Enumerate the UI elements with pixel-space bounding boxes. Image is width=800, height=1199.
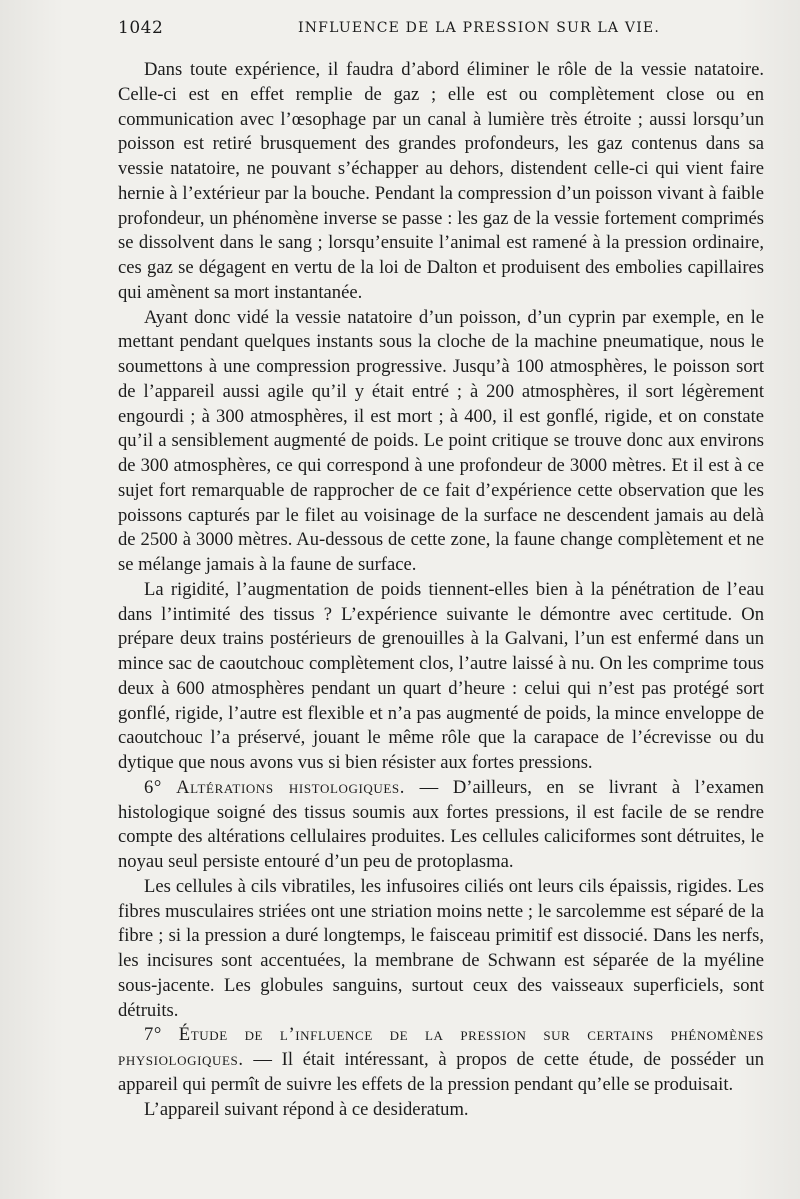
section-7-paragraph: [118, 1023, 764, 1097]
page-header: [118, 18, 760, 48]
paragraph-appareil: L’appareil suivant répond à ce desideratum.: [144, 1098, 469, 1120]
paragraph-vessie-natatoire: Dans toute expérience, il faudra d’abord éliminer le rôle de la vessie natatoire. Celle-ci est en effet remplie de gaz ; elle est ou complètement close ou en communication avec l’œsophage par un canal à lumière très étroite ; aussi lorsqu’un poisson est retiré brusquement des grandes profondeurs, les gaz contenus dans sa vessie natatoire, ne pouvant s’échapper au dehors, distendent celle-ci qui vient faire hernie à l’extérieur par la bouche. Pendant la compression d’un poisson vivant à faible profondeur, un phénomène inverse se passe : les gaz de la vessie fortement comprimés se dissolvent dans le sang ; lorsqu’ensuite l’animal est ramené à la pression ordinaire, ces gaz se dégagent en vertu de la loi de Dalton et produisent des embolies capillaires qui amènent sa mort instantanée.: [118, 59, 764, 303]
section-6-paragraph: [118, 776, 764, 875]
section-6-title: 6° Altérations histologiques.: [144, 776, 405, 798]
paragraph-rigidite: La rigidité, l’augmentation de poids tiennent-elles bien à la pénétration de l’eau dans l’intimité des tissus ? L’expérience suivante le démontre avec certitude. On prépare deux trains postérieurs de grenouilles à la Galvani, l’un est enfermé dans un mince sac de caoutchouc complètement clos, l’autre laissé à nu. On les comprime tous deux à 600 atmosphères pendant un quart d’heure : celui qui n’est pas protégé sort gonflé, rigide, l’autre est flexible et n’a pas augmenté de poids, la mince enveloppe de caoutchouc l’a préservé, jouant le même rôle que la carapace de l’écrevisse ou du dytique que nous avons vus si bien résister aux fortes pressions.: [118, 578, 764, 773]
paragraph-cellules: Les cellules à cils vibratiles, les infusoires ciliés ont leurs cils épaissis, rigides. Les fibres musculaires striées ont une striation moins nette ; le sarcolemme est séparé de la fibre ; si la pression a duré longtemps, le faisceau primitif est dissocié. Dans les nerfs, les incisures sont accentuées, la membrane de Schwann est séparée de la myéline sous-jacente. Les globules sanguins, surtout ceux des vaisseaux superficiels, sont détruits.: [118, 875, 764, 1021]
page-number: 1042: [118, 18, 164, 38]
section-6-text: — D’ailleurs, en se livrant à l’examen histologique soigné des tissus soumis aux fortes pressions, il est facile de se rendre compte des altérations cellulaires produites. Les cellules caliciformes sont détruites, le noyau seul persiste entouré d’un peu de protoplasma.: [118, 776, 764, 872]
running-title: INFLUENCE DE LA PRESSION SUR LA VIE.: [298, 20, 661, 36]
section-7-title: 7° Étude de l’influence de la pression sur certains phénomènes physiologiques.: [118, 1024, 764, 1070]
body-text: [118, 58, 764, 1122]
section-7-text: — Il était intéressant, à propos de cette étude, de posséder un appareil qui permît de suivre les effets de la pression pendant qu’elle se produisait.: [118, 1049, 764, 1095]
paragraph-compression-cyprin: Ayant donc vidé la vessie natatoire d’un poisson, d’un cyprin par exemple, en le mettant pendant quelques instants sous la cloche de la machine pneumatique, nous le soumettons à une compression progressive. Jusqu’à 100 atmosphères, le poisson sort de l’appareil aussi agile qu’il y était entré ; à 200 atmosphères, il sort légèrement engourdi ; à 300 atmosphères, il est mort ; à 400, il est gonflé, rigide, et on constate qu’il a sensiblement augmenté de poids. Le point critique se trouve donc aux environs de 300 atmosphères, ce qui correspond à une profondeur de 3000 mètres. Et il est à ce sujet fort remarquable de rapprocher de ce fait d’expérience cette observation que les poissons capturés par le filet au voisinage de la surface ne descendent jamais au delà de 2500 à 3000 mètres. Au-dessous de cette zone, la faune change complètement et ne se mélange jamais à la faune de surface.: [118, 306, 764, 575]
